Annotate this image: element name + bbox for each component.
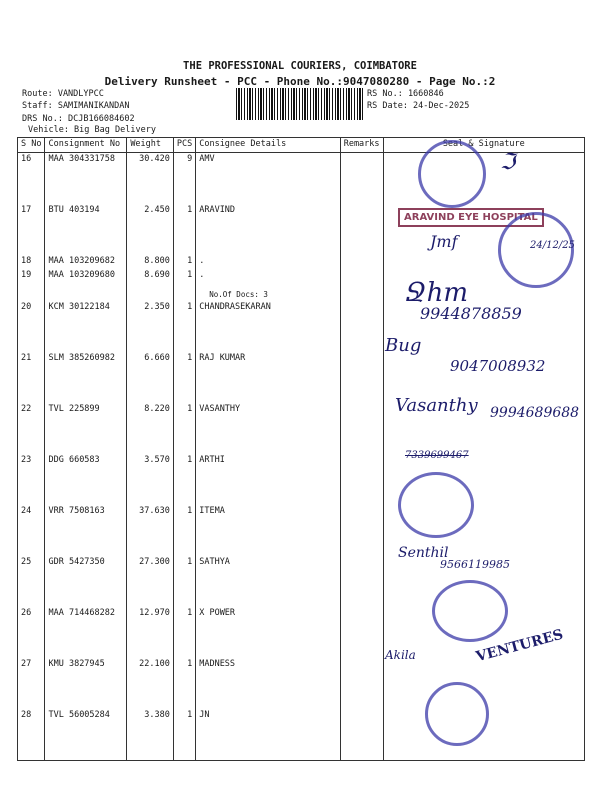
staff-info: Staff: SAMIMANIKANDAN xyxy=(22,101,130,111)
cell-consignee: MADNESS xyxy=(196,658,340,709)
cell-consignee: RAJ KUMAR xyxy=(196,352,340,403)
signature-25: Senthil xyxy=(398,545,449,561)
delivery-table xyxy=(17,137,585,761)
cell-pcs: 1 xyxy=(173,403,195,454)
signature-22: Vasanthy xyxy=(395,395,478,416)
col-consignee: Consignee Details xyxy=(196,138,340,153)
cell-sno: 24 xyxy=(18,505,45,556)
cell-remarks xyxy=(340,204,383,255)
cell-consignment: MAA 103209680 xyxy=(45,269,127,301)
cell-weight: 8.800 xyxy=(127,255,174,269)
cell-weight: 8.690 xyxy=(127,269,174,301)
cell-sno: 18 xyxy=(18,255,45,269)
cell-remarks xyxy=(340,556,383,607)
cell-pcs: 1 xyxy=(173,255,195,269)
cell-pcs: 1 xyxy=(173,709,195,761)
cell-pcs: 1 xyxy=(173,454,195,505)
cell-consignee: ITEMA xyxy=(196,505,340,556)
hospital-stamp: ARAVIND EYE HOSPITAL xyxy=(398,208,544,227)
col-seal: Seal & Signature xyxy=(383,138,584,153)
signature-27: Akila xyxy=(385,648,416,662)
cell-remarks xyxy=(340,607,383,658)
cell-remarks xyxy=(340,658,383,709)
round-seal-stamp xyxy=(418,140,486,208)
cell-pcs: 1 xyxy=(173,607,195,658)
signature-16: ℑ xyxy=(500,150,516,175)
cell-consignment: MAA 714468282 xyxy=(45,607,127,658)
col-sno: S No xyxy=(18,138,45,153)
cell-weight: 27.300 xyxy=(127,556,174,607)
cell-consignee: VASANTHY xyxy=(196,403,340,454)
signature-17: Jmf xyxy=(430,232,458,251)
cell-weight: 22.100 xyxy=(127,658,174,709)
cell-weight: 3.380 xyxy=(127,709,174,761)
cell-consignment: MAA 304331758 xyxy=(45,153,127,205)
cell-sno: 21 xyxy=(18,352,45,403)
barcode xyxy=(236,88,364,120)
cell-consignment: KCM 30122184 xyxy=(45,301,127,352)
col-consignment: Consignment No xyxy=(45,138,127,153)
cell-sno: 16 xyxy=(18,153,45,205)
cell-consignment: SLM 385260982 xyxy=(45,352,127,403)
col-pcs: PCS xyxy=(173,138,195,153)
cell-weight: 8.220 xyxy=(127,403,174,454)
signature-20: Ջhm xyxy=(405,278,468,308)
phone-25: 9566119985 xyxy=(440,558,510,571)
cell-consignee: X POWER xyxy=(196,607,340,658)
cell-remarks xyxy=(340,454,383,505)
cell-remarks xyxy=(340,269,383,301)
cell-consignee: . xyxy=(196,255,340,269)
cell-weight: 37.630 xyxy=(127,505,174,556)
cell-weight: 12.970 xyxy=(127,607,174,658)
cell-pcs: 1 xyxy=(173,352,195,403)
cell-weight: 30.420 xyxy=(127,153,174,205)
col-weight: Weight xyxy=(127,138,174,153)
cell-consignment: BTU 403194 xyxy=(45,204,127,255)
cell-sno: 19 xyxy=(18,269,45,301)
cell-sno: 22 xyxy=(18,403,45,454)
cell-pcs: 1 xyxy=(173,556,195,607)
cell-pcs: 1 xyxy=(173,269,195,301)
cell-consignment: VRR 7508163 xyxy=(45,505,127,556)
cell-remarks xyxy=(340,255,383,269)
rs-number: RS No.: 1660846 xyxy=(367,89,444,99)
cell-sno: 20 xyxy=(18,301,45,352)
round-seal-stamp xyxy=(432,580,508,642)
cell-pcs: 1 xyxy=(173,505,195,556)
phone-23: 7339699467 xyxy=(405,450,469,461)
cell-sno: 26 xyxy=(18,607,45,658)
vehicle-info: Vehicle: Big Bag Delivery xyxy=(28,125,156,135)
phone-21a: 9944878859 xyxy=(420,304,522,323)
cell-pcs: 1 xyxy=(173,301,195,352)
cell-sno: 17 xyxy=(18,204,45,255)
cell-consignee: CHANDRASEKARAN xyxy=(196,301,340,352)
signature-21: Bug xyxy=(385,335,422,356)
round-seal-stamp xyxy=(398,472,474,538)
col-remarks: Remarks xyxy=(340,138,383,153)
date-17: 24/12/25 xyxy=(530,240,575,251)
phone-22: 9994689688 xyxy=(490,405,580,421)
cell-consignment: KMU 3827945 xyxy=(45,658,127,709)
cell-pcs: 9 xyxy=(173,153,195,205)
cell-consignment: MAA 103209682 xyxy=(45,255,127,269)
cell-sno: 25 xyxy=(18,556,45,607)
cell-consignee: SATHYA xyxy=(196,556,340,607)
route-info: Route: VANDLYPCC xyxy=(22,89,104,99)
cell-consignment: TVL 225899 xyxy=(45,403,127,454)
drs-info: DRS No.: DCJB166084602 xyxy=(22,114,135,124)
cell-remarks xyxy=(340,505,383,556)
cell-remarks xyxy=(340,352,383,403)
cell-sno: 28 xyxy=(18,709,45,761)
ventures-stamp: VENTURES xyxy=(474,626,565,666)
cell-consignee: ARTHI xyxy=(196,454,340,505)
cell-remarks xyxy=(340,153,383,205)
table-row xyxy=(18,269,585,301)
phone-21b: 9047008932 xyxy=(450,357,546,375)
table-row xyxy=(18,505,585,556)
consignee-name: . xyxy=(199,270,205,280)
cell-remarks xyxy=(340,403,383,454)
cell-weight: 2.350 xyxy=(127,301,174,352)
table-row xyxy=(18,709,585,761)
cell-sno: 23 xyxy=(18,454,45,505)
cell-weight: 2.450 xyxy=(127,204,174,255)
cell-consignee: ARAVIND xyxy=(196,204,340,255)
company-title: THE PROFESSIONAL COURIERS, COIMBATORE xyxy=(183,60,417,72)
cell-weight: 3.570 xyxy=(127,454,174,505)
docs-count: No.Of Docs: 3 xyxy=(209,290,268,299)
cell-consignee: JN xyxy=(196,709,340,761)
cell-weight: 6.660 xyxy=(127,352,174,403)
cell-remarks xyxy=(340,301,383,352)
cell-consignment: GDR 5427350 xyxy=(45,556,127,607)
table-row xyxy=(18,658,585,709)
cell-consignee: AMV xyxy=(196,153,340,205)
cell-consignment: TVL 56005284 xyxy=(45,709,127,761)
cell-pcs: 1 xyxy=(173,204,195,255)
cell-consignee xyxy=(196,269,340,301)
cell-remarks xyxy=(340,709,383,761)
round-seal-stamp xyxy=(425,682,489,746)
cell-sno: 27 xyxy=(18,658,45,709)
cell-pcs: 1 xyxy=(173,658,195,709)
table-row xyxy=(18,454,585,505)
rs-date: RS Date: 24-Dec-2025 xyxy=(367,101,470,111)
runsheet-subtitle: Delivery Runsheet - PCC - Phone No.:9047080280 - Page No.:2 xyxy=(104,75,496,88)
cell-consignment: DDG 660583 xyxy=(45,454,127,505)
